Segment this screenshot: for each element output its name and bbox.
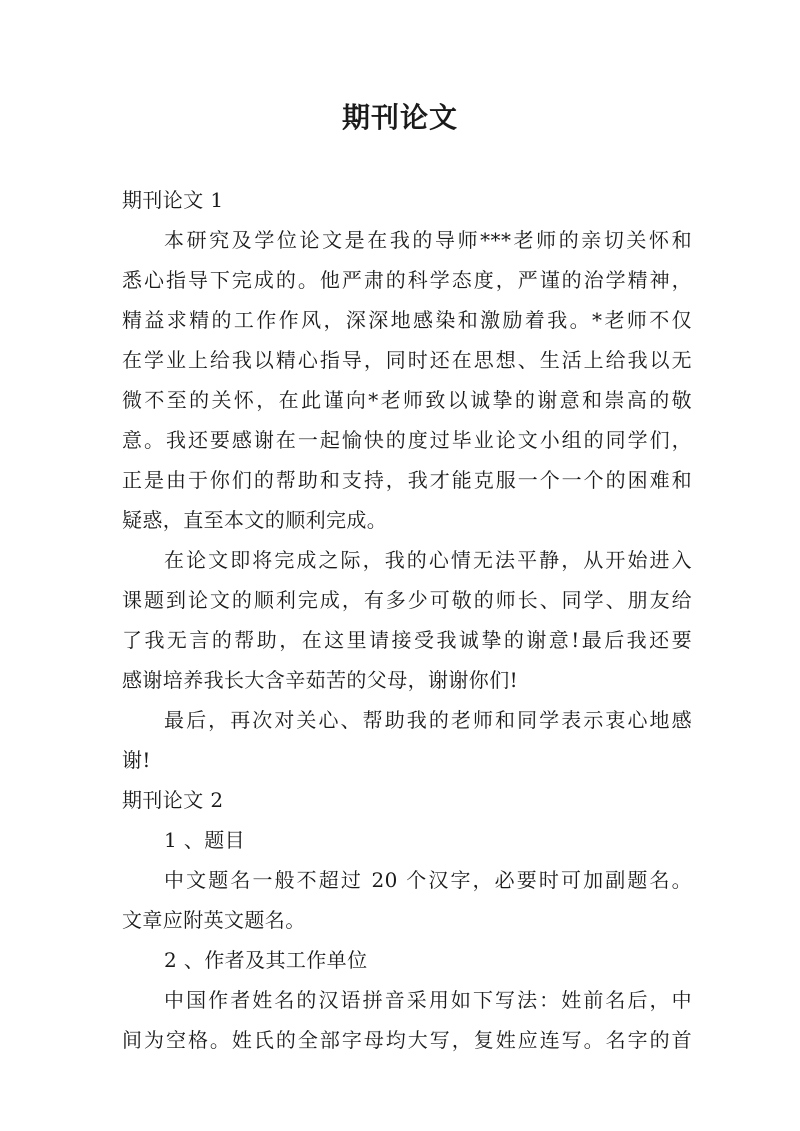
text-line: 中文题名一般不超过 20 个汉字，必要时可加副题名。 [164, 868, 692, 892]
text-line: 感谢培养我长大含辛茹苦的父母，谢谢你们! [122, 668, 519, 692]
subheading-author: 2 、作者及其工作单位 [164, 948, 368, 972]
section-heading-2: 期刊论文 2 [122, 788, 224, 812]
text-line: 疑惑，直至本文的顺利完成。 [122, 508, 388, 532]
text-line: 间为空格。姓氏的全部字母均大写，复姓应连写。名字的首 [122, 1028, 692, 1052]
text-line: 文章应附英文题名。 [122, 908, 306, 932]
text-line: 微不至的关怀，在此谨向*老师致以诚挚的谢意和崇高的敬 [122, 388, 692, 412]
text-line: 中国作者姓名的汉语拼音采用如下写法：姓前名后，中 [164, 988, 692, 1012]
text-line: 在论文即将完成之际，我的心情无法平静，从开始进入 [164, 548, 692, 572]
text-line: 谢! [122, 748, 151, 772]
text-line: 了我无言的帮助，在这里请接受我诚挚的谢意!最后我还要 [122, 628, 692, 652]
text-line: 意。我还要感谢在一起愉快的度过毕业论文小组的同学们， [122, 428, 692, 452]
document-title: 期刊论文 [341, 101, 458, 134]
text-line: 精益求精的工作作风，深深地感染和激励着我。*老师不仅 [122, 308, 692, 332]
text-line: 课题到论文的顺利完成，有多少可敬的师长、同学、朋友给 [122, 588, 692, 612]
text-line: 正是由于你们的帮助和支持，我才能克服一个一个的困难和 [122, 468, 692, 492]
subheading-title: 1 、题目 [164, 828, 246, 852]
document-body [122, 180, 692, 1060]
text-line: 最后，再次对关心、帮助我的老师和同学表示衷心地感 [164, 708, 692, 732]
text-line: 悉心指导下完成的。他严肃的科学态度，严谨的治学精神， [122, 268, 692, 292]
text-line: 在学业上给我以精心指导，同时还在思想、生活上给我以无 [122, 348, 692, 372]
section-heading-1: 期刊论文 1 [122, 188, 224, 212]
text-line: 本研究及学位论文是在我的导师***老师的亲切关怀和 [164, 228, 692, 252]
